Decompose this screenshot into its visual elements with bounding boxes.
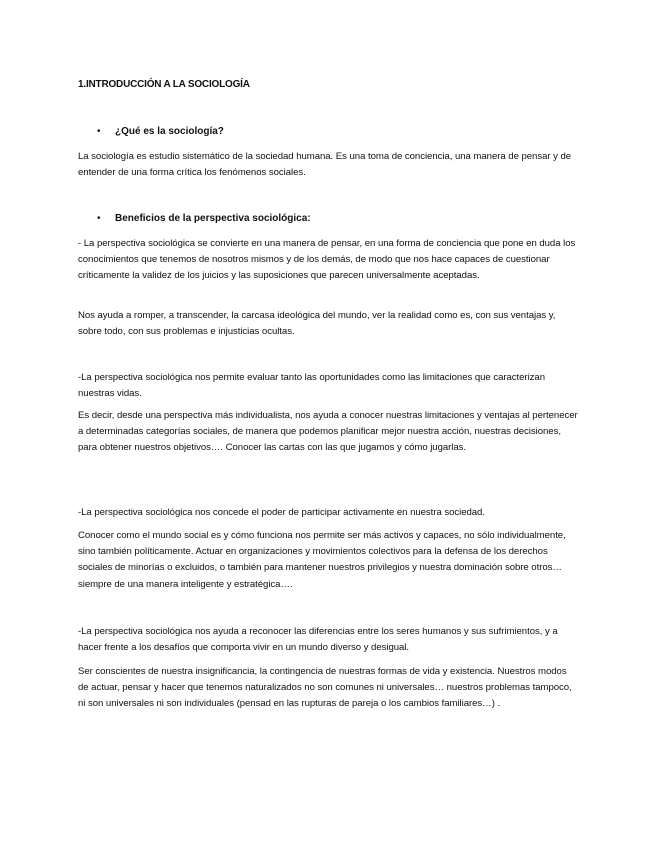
paragraph-benefit-2: -La perspectiva sociológica nos permite evaluar tanto las oportunidades como las limitaciones que caracterizan nuestras vidas. — [78, 372, 545, 400]
paragraph-benefit-2-detail: Es decir, desde una perspectiva más individualista, nos ayuda a conocer nuestras limitaciones y ventajas al pertenecer a determinadas categorías sociales, de manera que podemos planificar mejor nuestra acción, nuestras decisiones, para obtener nuestros objetivos…. Conocer las cartas con las que jugamos y cómo jugarlas. — [78, 410, 578, 454]
paragraph-benefit-3-detail: Conocer como el mundo social es y cómo funciona nos permite ser más activos y capaces, no sólo individualmente, sino también políticamente. Actuar en organizaciones y movimientos colectivos para la defensa de los derechos sociales de minorías o excluidos, o también para mantener nuestros privilegios y nuestra dominación sobre otros… siempre de una manera inteligente y estratégica…. — [78, 530, 566, 590]
bullet-marker: • — [97, 213, 101, 224]
bullet-label: Beneficios de la perspectiva sociológica: — [115, 213, 311, 224]
bullet-marker: • — [97, 126, 101, 137]
paragraph-benefit-4-detail: Ser conscientes de nuestra insignificancia, la contingencia de nuestras formas de vida y existencia. Nuestros modos de actuar, pensar y hacer que tenemos naturalizados no son comunes ni universales… nuestros problemas tampoco, ni son universales ni son individuales (pensad en las rupturas de pareja o los cambios familiares…) . — [78, 666, 572, 710]
bullet-label: ¿Qué es la sociología? — [115, 126, 224, 137]
bullet-benefits — [97, 213, 311, 224]
document-title: 1.INTRODUCCIÓN A LA SOCIOLOGÍA — [78, 79, 250, 90]
paragraph-benefit-1: - La perspectiva sociológica se convierte en una manera de pensar, en una forma de conciencia que pone en duda los conocimientos que tenemos de nosotros mismos y de los demás, de modo que nos hace capaces de cuestionar críticamente la validez de los juicios y las suposiciones que parecen universalmente aceptadas. — [78, 238, 576, 282]
bullet-what-is-sociology — [97, 126, 224, 137]
paragraph-definition: La sociología es estudio sistemático de la sociedad humana. Es una toma de conciencia, una manera de pensar y de entender de una forma crítica los fenómenos sociales. — [78, 151, 572, 179]
paragraph-benefit-3: -La perspectiva sociológica nos concede el poder de participar activamente en nuestra sociedad. — [78, 507, 485, 518]
paragraph-benefit-4: -La perspectiva sociológica nos ayuda a reconocer las diferencias entre los seres humanos y sus sufrimientos, y a hacer frente a los desafíos que comporta vivir en un mundo diverso y desigual. — [78, 626, 558, 654]
paragraph-benefit-1-detail: Nos ayuda a romper, a transcender, la carcasa ideológica del mundo, ver la realidad como es, con sus ventajas y, sobre todo, con sus problemas e injusticias ocultas. — [78, 310, 556, 338]
